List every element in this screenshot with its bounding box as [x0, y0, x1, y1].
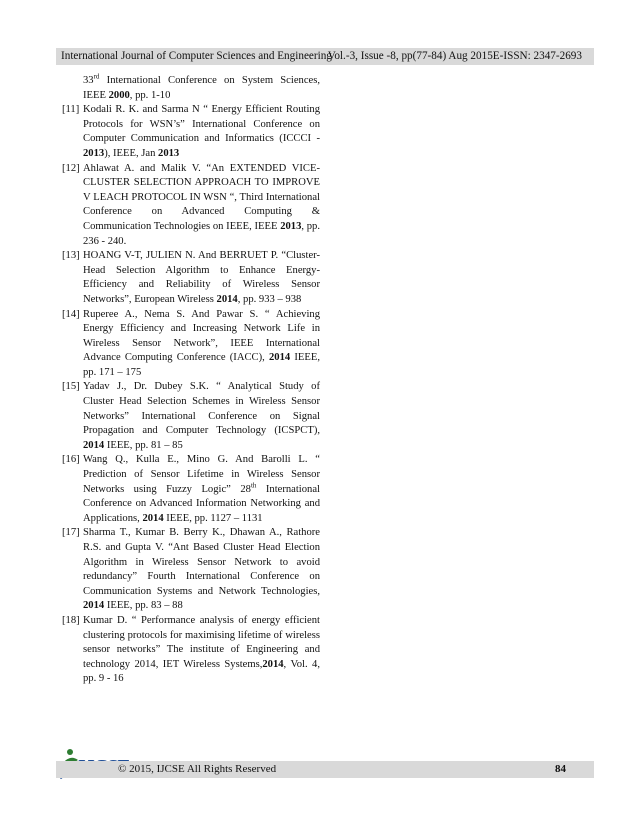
reference-line: HOANG V-T, JULIEN N. And BERRUET P. “Cluster- — [83, 250, 320, 262]
reference-line: Communication Technologies on IEEE, IEEE 2013, pp. — [83, 220, 320, 232]
reference-line: redundancy” Fourth International Conference on — [83, 571, 320, 583]
page-footer — [56, 761, 594, 778]
reference-line: clustering protocols for maximising lifetime of wireless — [83, 629, 320, 641]
reference-list — [62, 74, 320, 687]
reference-number: [17] — [62, 527, 80, 539]
reference-line: Conference on Advanced Computing & — [83, 206, 320, 218]
reference-line: Prediction of Sensor Lifetime in Wireless Sensor — [83, 469, 320, 481]
issue-info: Vol.-3, Issue -8, pp(77-84) Aug 2015E-ISSN: 2347-2693 — [327, 50, 582, 62]
reference-line: Head Selection Algorithm to Enhance Energy- — [83, 264, 320, 276]
reference-line: technology 2014, IET Wireless Systems,2014, Vol. 4, — [83, 658, 320, 670]
reference-item — [62, 614, 320, 687]
reference-number: [11] — [62, 104, 80, 116]
reference-line: Kumar D. “ Performance analysis of energy efficient — [83, 614, 320, 626]
page-number: 84 — [555, 763, 566, 775]
reference-line: Wang Q., Kulla E., Mino G. And Barolli L. “ — [83, 454, 320, 466]
reference-number: [12] — [62, 162, 80, 174]
reference-line: 2014 IEEE, pp. 83 – 88 — [83, 600, 183, 612]
reference-line: Energy Efficiency and Increasing Network Life in — [83, 323, 320, 335]
reference-line: Algorithm in Wireless Sensor Network to avoid — [83, 556, 320, 568]
reference-item — [62, 526, 320, 614]
reference-line: R.S. and Gupta V. “Ant Based Cluster Head Election — [83, 542, 320, 553]
reference-item — [62, 103, 320, 161]
reference-item — [62, 380, 320, 453]
reference-line: Kodali R. K. and Sarma N “ Energy Efficient Routing — [83, 104, 320, 116]
reference-item — [62, 308, 320, 381]
reference-number: [18] — [62, 614, 80, 626]
copyright-text: © 2015, IJCSE All Rights Reserved — [118, 763, 277, 775]
reference-line: Ahlawat A. and Malik V. “An EXTENDED VICE- — [83, 162, 320, 174]
reference-item — [62, 162, 320, 250]
reference-item — [62, 453, 320, 526]
reference-line: Cluster Head Selection Schemes in Wireless Sensor — [83, 396, 320, 408]
reference-line: sensor networks” The institute of Engineering and — [83, 644, 320, 656]
reference-number: [16] — [62, 454, 80, 466]
reference-line: Sharma T., Kumar B. Berry K., Dhawan A., Rathore — [83, 527, 320, 539]
reference-number: [14] — [62, 308, 80, 320]
reference-line: CLUSTER SELECTION APPROACH TO IMPROVE — [83, 177, 320, 189]
reference-line: Computer Communication and Informatics (ICCCI - — [83, 133, 320, 145]
reference-line: pp. 9 - 16 — [83, 673, 124, 685]
reference-line: IEEE 2000, pp. 1-10 — [83, 89, 171, 101]
reference-line: Networks using Fuzzy Logic” 28th International — [83, 481, 320, 495]
reference-item — [62, 249, 320, 307]
reference-line: Yadav J., Dr. Dubey S.K. “ Analytical Study of — [83, 381, 320, 393]
reference-line: 236 - 240. — [83, 235, 127, 247]
journal-title: International Journal of Computer Sciences and Engineering — [61, 50, 332, 62]
reference-line: 33rd International Conference on System Sciences, — [83, 72, 320, 86]
reference-number: [15] — [62, 381, 80, 393]
reference-number: [13] — [62, 250, 80, 262]
reference-line: Ruperee A., Nema S. And Pawar S. “ Achieving — [83, 308, 320, 320]
reference-line: Applications, 2014 IEEE, pp. 1127 – 1131 — [83, 512, 263, 524]
running-header — [56, 48, 594, 65]
reference-line: 2014 IEEE, pp. 81 – 85 — [83, 439, 183, 451]
reference-line: V LEACH PROTOCOL IN WSN “, Third International — [83, 191, 320, 203]
reference-line: Networks” International Conference on Signal — [83, 410, 320, 422]
reference-line: Efficiency and Reliability of Wireless Sensor — [83, 279, 320, 291]
reference-line: Networks”, European Wireless 2014, pp. 933 – 938 — [83, 293, 302, 305]
reference-line: Propagation and Computer Technology (ICSPCT), — [83, 425, 320, 437]
reference-line: Communication Systems and Network Technologies, — [83, 585, 320, 597]
reference-line: 2013), IEEE, Jan 2013 — [83, 147, 180, 159]
reference-line: Wireless Sensor Network”, IEEE International — [83, 337, 320, 349]
reference-line: Conference on Advanced Information Networking and — [83, 498, 320, 510]
reference-item — [62, 74, 320, 103]
reference-line: Protocols for WSN’s” International Conference on — [83, 118, 320, 130]
reference-line: Advance Computing Conference (IACC), 2014 IEEE, — [83, 352, 320, 364]
reference-line: pp. 171 – 175 — [83, 366, 142, 378]
